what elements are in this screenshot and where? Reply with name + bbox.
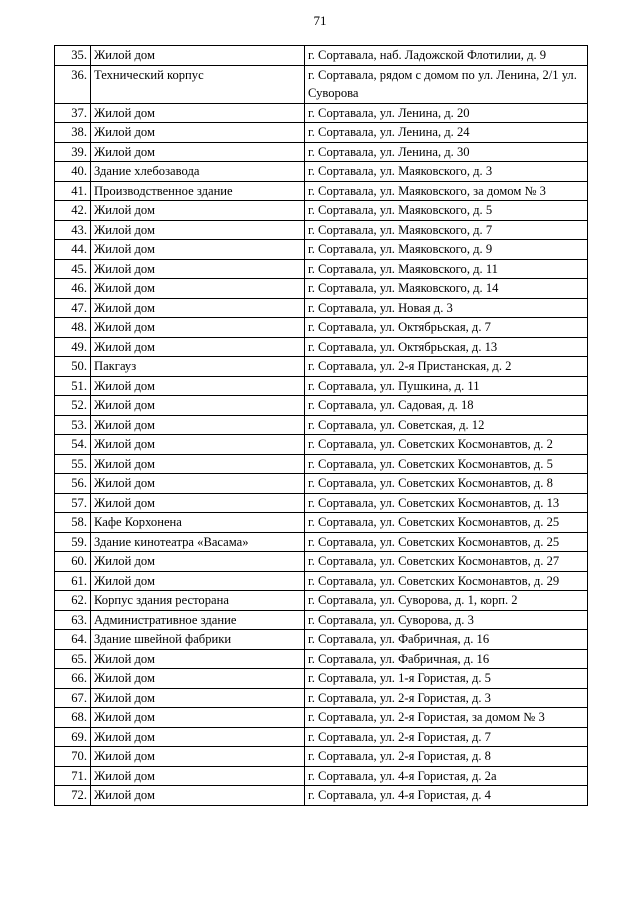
row-number: 55. [55,454,91,474]
row-number: 64. [55,630,91,650]
table-row [55,727,588,747]
object-address: г. Сортавала, ул. Садовая, д. 18 [305,396,588,416]
object-name: Технический корпус [91,65,305,103]
row-number: 39. [55,142,91,162]
object-address: г. Сортавала, ул. Советских Космонавтов, д. 25 [305,532,588,552]
object-name: Жилой дом [91,454,305,474]
object-name: Кафе Корхонена [91,513,305,533]
row-number: 44. [55,240,91,260]
object-name: Жилой дом [91,298,305,318]
object-address: г. Сортавала, ул. Советских Космонавтов, д. 29 [305,571,588,591]
object-address: г. Сортавала, ул. Маяковского, за домом № 3 [305,181,588,201]
table-row [55,181,588,201]
row-number: 46. [55,279,91,299]
object-name: Жилой дом [91,396,305,416]
object-address: г. Сортавала, ул. Советских Космонавтов, д. 27 [305,552,588,572]
object-name: Жилой дом [91,766,305,786]
object-address: г. Сортавала, ул. 4-я Гористая, д. 2а [305,766,588,786]
object-address: г. Сортавала, ул. Советских Космонавтов, д. 5 [305,454,588,474]
object-address: г. Сортавала, ул. Ленина, д. 30 [305,142,588,162]
row-number: 59. [55,532,91,552]
row-number: 60. [55,552,91,572]
table-row [55,376,588,396]
object-name: Жилой дом [91,747,305,767]
row-number: 66. [55,669,91,689]
object-address: г. Сортавала, ул. Суворова, д. 3 [305,610,588,630]
row-number: 54. [55,435,91,455]
table-row [55,532,588,552]
object-address: г. Сортавала, ул. Фабричная, д. 16 [305,630,588,650]
table-body [55,46,588,806]
row-number: 62. [55,591,91,611]
object-address: г. Сортавала, ул. 2-я Гористая, за домом № 3 [305,708,588,728]
object-address: г. Сортавала, ул. Советских Космонавтов, д. 8 [305,474,588,494]
row-number: 48. [55,318,91,338]
row-number: 57. [55,493,91,513]
table-row [55,415,588,435]
table-row [55,337,588,357]
object-address: г. Сортавала, ул. Маяковского, д. 9 [305,240,588,260]
object-name: Жилой дом [91,318,305,338]
object-address: г. Сортавала, наб. Ладожской Флотилии, д. 9 [305,46,588,66]
object-name: Жилой дом [91,571,305,591]
table-row [55,747,588,767]
object-name: Жилой дом [91,552,305,572]
object-address: г. Сортавала, ул. Маяковского, д. 7 [305,220,588,240]
object-address: г. Сортавала, ул. 2-я Гористая, д. 8 [305,747,588,767]
row-number: 50. [55,357,91,377]
object-name: Пакгауз [91,357,305,377]
object-address: г. Сортавала, ул. Суворова, д. 1, корп. 2 [305,591,588,611]
object-address: г. Сортавала, ул. 1-я Гористая, д. 5 [305,669,588,689]
table-row [55,766,588,786]
object-address: г. Сортавала, ул. Советских Космонавтов, д. 13 [305,493,588,513]
table-row [55,357,588,377]
object-address: г. Сортавала, ул. Новая д. 3 [305,298,588,318]
table-row [55,103,588,123]
object-address: г. Сортавала, ул. 2-я Пристанская, д. 2 [305,357,588,377]
table-row [55,46,588,66]
object-address: г. Сортавала, ул. Ленина, д. 24 [305,123,588,143]
row-number: 37. [55,103,91,123]
table-row [55,435,588,455]
object-name: Жилой дом [91,669,305,689]
object-name: Жилой дом [91,727,305,747]
object-name: Жилой дом [91,474,305,494]
table-row [55,220,588,240]
object-name: Здание хлебозавода [91,162,305,182]
row-number: 40. [55,162,91,182]
object-name: Жилой дом [91,123,305,143]
table-row [55,474,588,494]
object-name: Административное здание [91,610,305,630]
row-number: 65. [55,649,91,669]
row-number: 69. [55,727,91,747]
object-name: Жилой дом [91,220,305,240]
object-name: Жилой дом [91,708,305,728]
table-row [55,142,588,162]
table-row [55,610,588,630]
object-name: Жилой дом [91,435,305,455]
table-row [55,493,588,513]
object-name: Здание кинотеатра «Васама» [91,532,305,552]
object-name: Жилой дом [91,376,305,396]
object-address: г. Сортавала, ул. Октябрьская, д. 7 [305,318,588,338]
row-number: 53. [55,415,91,435]
row-number: 71. [55,766,91,786]
table-row [55,201,588,221]
table-row [55,649,588,669]
object-name: Жилой дом [91,46,305,66]
object-address: г. Сортавала, ул. Маяковского, д. 11 [305,259,588,279]
object-registry-table [54,45,588,806]
table-row [55,454,588,474]
row-number: 72. [55,786,91,806]
page-number: 71 [313,13,327,28]
row-number: 35. [55,46,91,66]
table-row [55,630,588,650]
table-row [55,708,588,728]
table-row [55,318,588,338]
row-number: 58. [55,513,91,533]
object-address: г. Сортавала, рядом с домом по ул. Ленина, 2/1 ул. Суворова [305,65,588,103]
table-row [55,591,588,611]
row-number: 42. [55,201,91,221]
object-name: Жилой дом [91,415,305,435]
object-name: Жилой дом [91,142,305,162]
object-name: Корпус здания ресторана [91,591,305,611]
table-row [55,298,588,318]
row-number: 36. [55,65,91,103]
table-row [55,786,588,806]
object-name: Жилой дом [91,103,305,123]
row-number: 51. [55,376,91,396]
object-name: Жилой дом [91,337,305,357]
object-address: г. Сортавала, ул. 4-я Гористая, д. 4 [305,786,588,806]
object-name: Жилой дом [91,688,305,708]
row-number: 56. [55,474,91,494]
table-row [55,669,588,689]
row-number: 47. [55,298,91,318]
object-address: г. Сортавала, ул. Октябрьская, д. 13 [305,337,588,357]
table-row [55,123,588,143]
row-number: 63. [55,610,91,630]
object-address: г. Сортавала, ул. Советская, д. 12 [305,415,588,435]
object-address: г. Сортавала, ул. Ленина, д. 20 [305,103,588,123]
object-name: Жилой дом [91,493,305,513]
row-number: 45. [55,259,91,279]
table-row [55,571,588,591]
object-address: г. Сортавала, ул. Советских Космонавтов, д. 2 [305,435,588,455]
object-address: г. Сортавала, ул. Маяковского, д. 5 [305,201,588,221]
table-row [55,688,588,708]
row-number: 43. [55,220,91,240]
object-name: Жилой дом [91,279,305,299]
object-name: Жилой дом [91,259,305,279]
row-number: 67. [55,688,91,708]
object-name: Жилой дом [91,786,305,806]
row-number: 38. [55,123,91,143]
row-number: 52. [55,396,91,416]
table-row [55,259,588,279]
table-row [55,65,588,103]
object-address: г. Сортавала, ул. 2-я Гористая, д. 7 [305,727,588,747]
table-row [55,513,588,533]
row-number: 41. [55,181,91,201]
object-name: Жилой дом [91,240,305,260]
object-name: Жилой дом [91,201,305,221]
object-address: г. Сортавала, ул. Пушкина, д. 11 [305,376,588,396]
object-address: г. Сортавала, ул. Советских Космонавтов, д. 25 [305,513,588,533]
table-row [55,396,588,416]
object-address: г. Сортавала, ул. Маяковского, д. 14 [305,279,588,299]
row-number: 70. [55,747,91,767]
row-number: 68. [55,708,91,728]
object-address: г. Сортавала, ул. Фабричная, д. 16 [305,649,588,669]
object-name: Жилой дом [91,649,305,669]
table-row [55,240,588,260]
object-name: Производственное здание [91,181,305,201]
table-row [55,162,588,182]
row-number: 49. [55,337,91,357]
table-row [55,279,588,299]
object-address: г. Сортавала, ул. Маяковского, д. 3 [305,162,588,182]
object-address: г. Сортавала, ул. 2-я Гористая, д. 3 [305,688,588,708]
table-row [55,552,588,572]
row-number: 61. [55,571,91,591]
object-name: Здание швейной фабрики [91,630,305,650]
